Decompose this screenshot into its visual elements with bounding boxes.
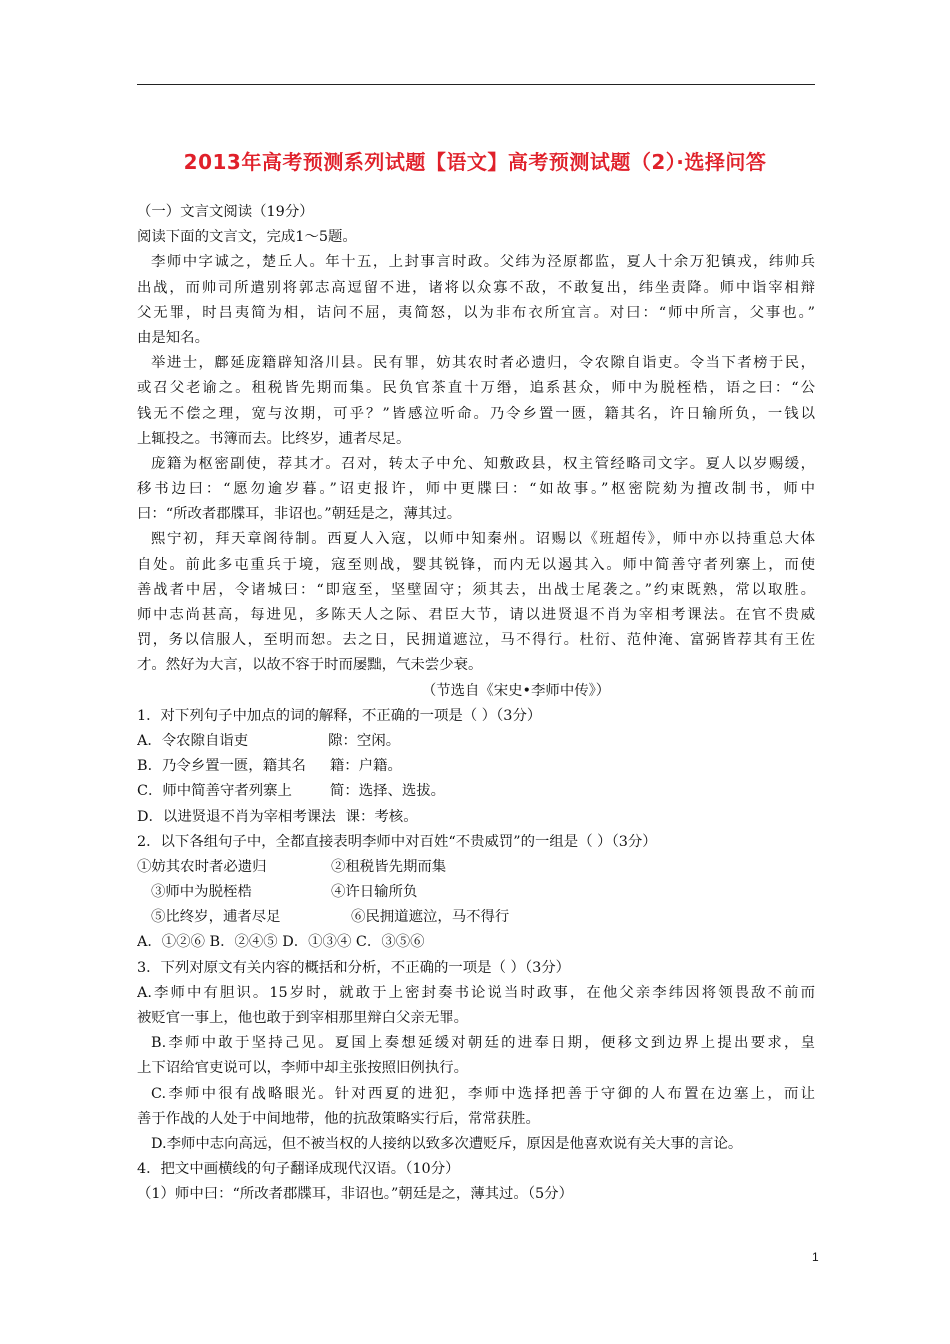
document-body <box>137 200 815 1208</box>
section-heading: （一）文言文阅读（19分） <box>137 204 314 220</box>
q2-item: ⑤比终岁，逋者尽足 <box>151 909 281 926</box>
passage-paragraph-3 <box>137 452 815 528</box>
option-c-line: C.李师中很有战略眼光。针对西夏的进犯，李师中选择把善于守御的人布置在边塞上，而让 <box>151 1085 815 1102</box>
passage-line: 李师中字诚之，楚丘人。年十五，上封事言时政。父纬为泾原都监，夏人十余万犯镇戎，纬帅兵 <box>151 254 815 271</box>
option-c-line: 善于作战的人处于中间地带，他的抗敌策略实行后，常常获胜。 <box>137 1110 540 1127</box>
option-text: A．令农隙自诣吏 <box>137 732 249 749</box>
passage-line: 才。然好为大言，以故不容于时而屡黜，气未尝少衰。 <box>137 657 483 674</box>
q2-item: ①妨其农时者必遗归 <box>137 858 267 875</box>
passage-line: 父无罪，时吕夷简为相，诘问不屈，夷简怒，以为非布衣所宜言。对曰：“师中所言，父事也。” <box>137 304 815 321</box>
passage-line: 由是知名。 <box>137 329 209 346</box>
question-2 <box>137 830 815 956</box>
question-stem: 4．把文中画横线的句子翻译成现代汉语。（10分） <box>137 1161 460 1178</box>
passage-line: 曰：“所改者郡牒耳，非诏也。”朝廷是之，薄其过。 <box>137 506 462 523</box>
q2-item: ②租税皆先期而集 <box>331 858 447 875</box>
passage-line: 庞籍为枢密副使，荐其才。召对，转太子中允、知敷政县，权主管经略司文字。夏人以岁赐缓， <box>151 455 815 472</box>
option-gloss: 籍：户籍。 <box>329 758 402 775</box>
sub-question: （1）师中曰：“所改者郡牒耳，非诏也。”朝廷是之，薄其过。（5分） <box>137 1186 573 1203</box>
passage-line: 举进士，鄜延庞籍辟知洛川县。民有罪，妨其农时者必遗归，令农隙自诣吏。令当下者榜于民， <box>151 355 815 372</box>
option-a-line: A.李师中有胆识。15岁时，就敢于上密封奏书论说当时政事，在他父亲李纬因将领畏敌不前而 <box>137 984 815 1001</box>
q2-item-row <box>137 880 815 905</box>
question-stem: 2．以下各组句子中，全都直接表明李师中对百姓“不贵威罚”的一组是（ ）（3分） <box>137 833 657 850</box>
passage-line: 上辄投之。书簿而去。比终岁，逋者尽足。 <box>137 430 411 447</box>
passage-paragraph-4 <box>137 527 815 678</box>
option-text: B．乃令乡置一匮，籍其名 <box>137 758 306 775</box>
option-b <box>137 754 815 779</box>
q2-choices: A．①②⑥ B．②④⑤ D．①③④ C．③⑤⑥ <box>137 934 425 951</box>
option-b-line: B.李师中敢于坚持己见。夏国上奏想延缓对朝廷的进奉日期，便移文到边界上提出要求，皇 <box>151 1035 815 1052</box>
q2-item-row <box>137 905 815 930</box>
passage-line: 出战，而帅司所遣别将郭志高逗留不进，诸将以众寡不敌，不敢复出，纬坐责降。师中诣宰相辩 <box>137 279 815 296</box>
q2-item: ④许日输所负 <box>331 884 418 901</box>
option-gloss: 简：选择、选拔。 <box>329 783 446 800</box>
option-gloss: 隙：空闲。 <box>328 732 401 749</box>
option-c <box>137 779 815 804</box>
q2-item: ⑥民拥道遮泣，马不得行 <box>351 909 510 926</box>
passage-paragraph-2 <box>137 351 815 452</box>
option-d <box>137 805 815 830</box>
instruction: 阅读下面的文言文，完成1～5题。 <box>137 229 357 246</box>
passage-line: 熙宁初，拜天章阁待制。西夏人入寇，以师中知秦州。诏赐以《班超传》，师中亦以持重总大体 <box>151 531 815 548</box>
page-number: 1 <box>812 1250 819 1264</box>
option-text: D．以进贤退不肖为宰相考课法 <box>137 808 336 825</box>
page-title: 2013年高考预测系列试题【语文】高考预测试题（2）·选择问答 <box>183 150 767 174</box>
option-b-line: 上下诏给官吏说可以，李师中却主张按照旧例执行。 <box>137 1060 468 1077</box>
question-stem: 1．对下列句子中加点的词的解释，不正确的一项是（ ）（3分） <box>137 707 542 724</box>
passage-source: （节选自《宋史•李师中传》） <box>421 682 611 699</box>
header-rule <box>137 84 815 85</box>
question-stem: 3．下列对原文有关内容的概括和分析，不正确的一项是（ ）（3分） <box>137 959 571 976</box>
question-4 <box>137 1157 815 1207</box>
option-gloss: 课：考核。 <box>345 808 418 825</box>
passage-line: 移书边曰：“愿勿逾岁暮。”诏吏报许，师中更牒曰：“如故事。”枢密院劾为擅改制书，师中 <box>137 481 815 498</box>
passage-line: 罚，务以信服人，至明而恕。去之日，民拥道遮泣，马不得行。杜衍、范仲淹、富弼皆荐其有王佐 <box>137 632 815 649</box>
option-text: C．师中简善守者列寨上 <box>137 783 292 800</box>
option-a-line: 被贬官一事上，他也敢于到宰相那里辩白父亲无罪。 <box>137 1010 468 1026</box>
option-a <box>137 729 815 754</box>
q2-item: ③师中为脱桎梏 <box>151 884 252 901</box>
passage-paragraph-1 <box>137 250 815 351</box>
q2-item-row <box>137 855 815 880</box>
passage-line: 钱无不偿之理，宽与汝期，可乎？”皆感泣听命。乃令乡置一匮，籍其名，许日输所负，一钱以 <box>137 405 815 422</box>
option-d-line: D.李师中志向高远，但不被当权的人接纳以致多次遭贬斥，原因是他喜欢说有关大事的言论。 <box>151 1135 743 1152</box>
passage-line: 自处。前此多屯重兵于境，寇至则战，婴其锐锋，而内无以遏其入。师中简善守者列寨上，而使 <box>137 556 815 573</box>
passage-line: 师中志尚甚高，每进见，多陈天人之际、君臣大节，请以进贤退不肖为宰相考课法。在官不贵威 <box>137 607 815 623</box>
passage-line: 善战者中居，令诸城曰：“即寇至，坚壁固守；须其去，出战士尾袭之。”约束既熟，常以取胜。 <box>137 581 815 598</box>
passage-line: 或召父老谕之。租税皆先期而集。民负官茶直十万缗，追系甚众，师中为脱桎梏，语之曰：“公 <box>137 380 815 397</box>
question-1 <box>137 704 815 830</box>
question-3 <box>137 956 815 1158</box>
